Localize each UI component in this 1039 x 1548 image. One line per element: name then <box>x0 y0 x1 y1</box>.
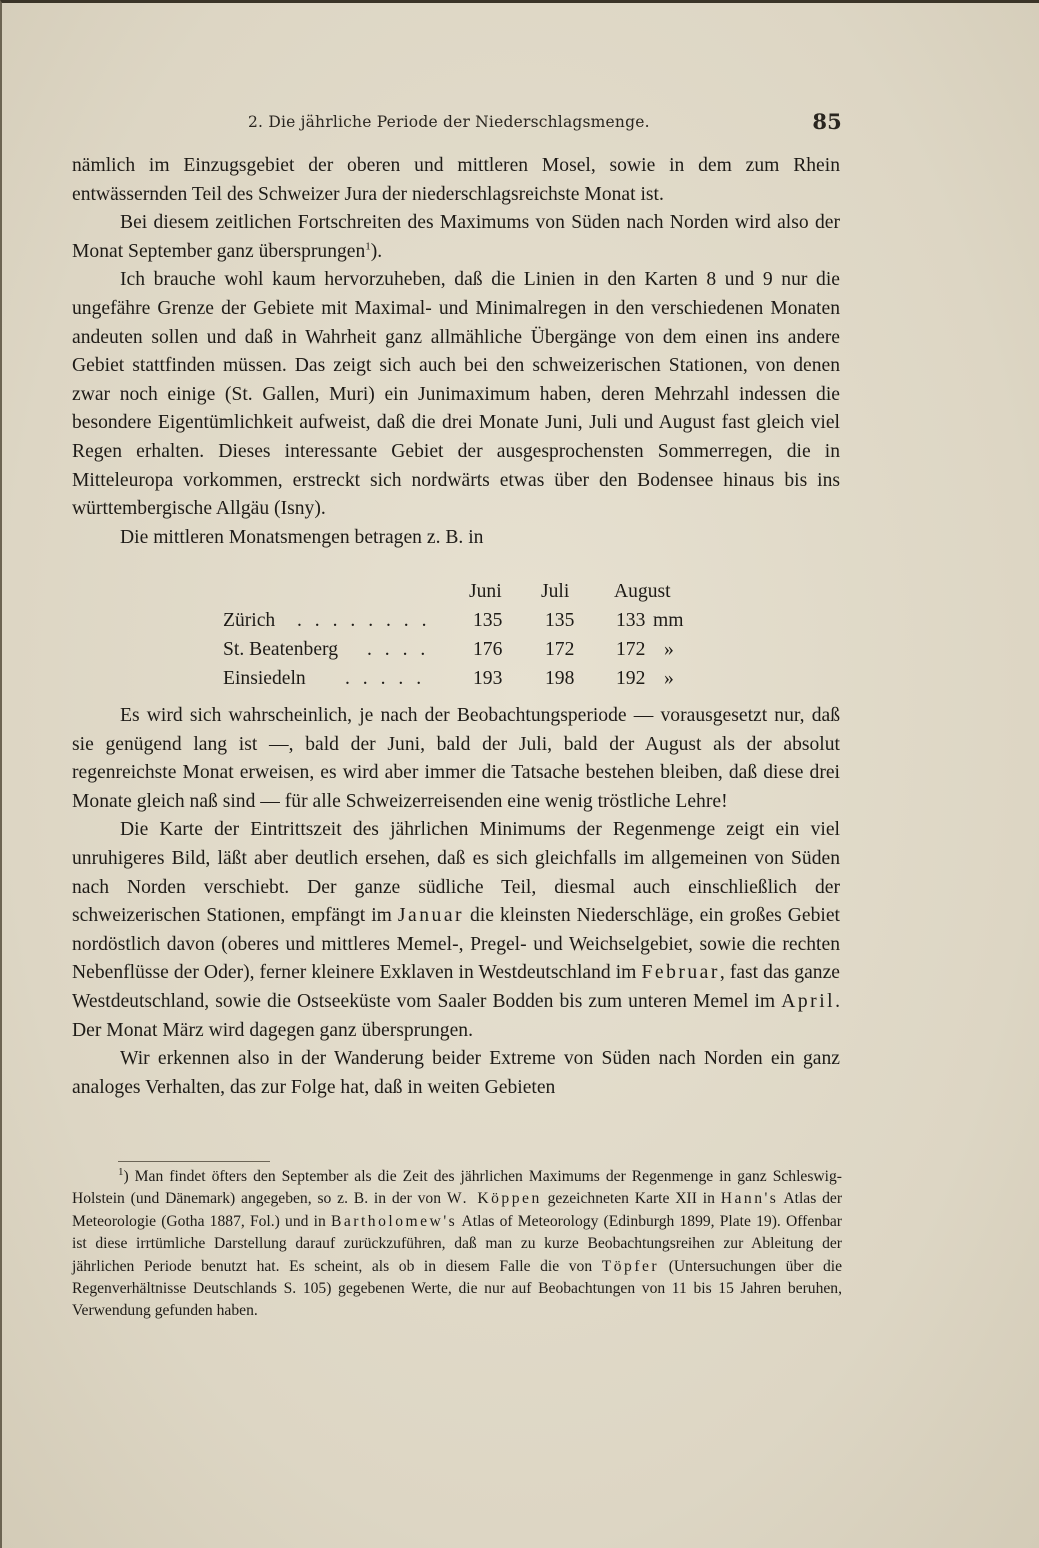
value-august: 133 <box>616 610 646 631</box>
value-juli: 198 <box>545 668 575 689</box>
value-juni: 193 <box>473 668 503 689</box>
footnote-text: (Untersuchungen über die Regenverhältnisse Deutschlands S. 105) gegebenen Werte, die nur auf Beobachtungen von 11 bis 15 Jahren beruhen, Verwendung gefunden haben. <box>72 1257 842 1320</box>
value-unit: mm <box>653 610 684 631</box>
value-august: 192 <box>616 668 646 689</box>
column-header-juni: Juni <box>469 581 502 602</box>
value-unit: » <box>664 639 674 660</box>
column-header-august: August <box>614 581 671 602</box>
paragraph-6-text-d: . Der Monat März wird dagegen ganz übersprungen. <box>72 990 840 1041</box>
leader-dots: . . . . . . . . <box>297 610 431 631</box>
table-row <box>223 668 693 697</box>
footnote-divider <box>118 1161 270 1162</box>
station-name: Einsiedeln <box>223 668 306 689</box>
paragraph-2 <box>72 209 840 266</box>
table-row <box>223 639 693 668</box>
author-hann: Hann's <box>720 1190 779 1208</box>
page-number: 85 <box>812 109 842 134</box>
month-januar: Januar <box>397 905 465 927</box>
footnote-reference: 1 <box>365 240 371 253</box>
month-april: April <box>781 990 836 1012</box>
paragraph-4: Die mittleren Monatsmengen betragen z. B. in <box>120 526 484 548</box>
running-header <box>248 109 842 135</box>
paragraph-6 <box>72 816 840 1045</box>
station-name: Zürich <box>223 610 276 631</box>
leader-dots: . . . . <box>367 639 430 660</box>
publisher-bartholomew: Bartholomew's <box>330 1212 458 1230</box>
paragraph-6-text-a: Die Karte der Eintrittszeit des jährlichen Minimums der Regenmenge zeigt ein viel unruhigeres Bild, läßt aber deutlich ersehen, daß es sich gleichfalls im allgemeinen von Süden nach Norden verschiebt. Der ganze südliche Teil, diesmal auch einschließlich der schweizerischen Stationen, empfängt im <box>72 819 840 927</box>
paragraph-6-text-b: die kleinsten Niederschläge, ein großes Gebiet nordöstlich davon (oberes und mittleres Memel-, Pregel- und Weichselgebiet, sowie die rechten Nebenflüsse der Oder), ferner kleinere Exklaven in Westdeutschland im <box>72 905 840 984</box>
paragraph-5: Es wird sich wahrscheinlich, je nach der Beobachtungsperiode — vorausgesetzt nur, daß sie genügend lang ist —, bald der Juni, bald der Juli, bald der August als der absolut regenreichste Monat erweisen, es wird aber immer die Tatsache bestehen bleiben, daß diese drei Monate gleich naß sind — für alle Schweizerreisenden eine wenig tröstliche Lehre! <box>72 705 840 812</box>
header-title: 2. Die jährliche Periode der Niederschlagsmenge. <box>248 113 650 131</box>
footnote-text: Atlas der Meteorologie (Gotha 1887, Fol.) und in <box>72 1190 843 1230</box>
column-header-juli: Juli <box>541 581 570 602</box>
footnote-text: gezeichneten Karte XII in <box>547 1190 715 1208</box>
paragraph-2-end: ). <box>370 240 383 262</box>
table-header-row <box>223 581 693 610</box>
paragraph-1: nämlich im Einzugsgebiet der oberen und mittleren Mosel, sowie in dem zum Rhein entwässernden Teil des Schweizer Jura der niederschlagsreichste Monat ist. <box>72 155 840 205</box>
footnote-marker: 1 <box>118 1165 124 1178</box>
paragraph-3: Ich brauche wohl kaum hervorzuheben, daß die Linien in den Karten 8 und 9 nur die ungefähre Grenze der Gebiete mit Maximal- und Minimalregen in den verschiedenen Monaten andeuten sollen und daß in Wahrheit ganz allmähliche Übergänge von dem einen ins andere Gebiet stattfinden müssen. Das zeigt sich auch bei den schweizerischen Stationen, von denen zwar noch einige (St. Gallen, Muri) ein Junimaximum haben, deren Mehrzahl indessen die besondere Eigentümlichkeit aufweist, daß die drei Monate Juni, Juli und August fast gleich viel Regen erhalten. Dieses interessante Gebiet der ausgesprochensten Sommerregen, die in Mitteleuropa vorkommen, erstreckt sich nordwärts etwas über den Bodensee hinaus bis ins württembergische Allgäu (Isny). <box>72 269 840 520</box>
footnote-text: ) Man findet öfters den September als die Zeit des jährlichen Maximums der Regenmenge in ganz Schleswig-Holstein (und Dänemark) angegeben, so z. B. in der von <box>72 1168 842 1208</box>
paragraph-7: Wir erkennen also in der Wanderung beider Extreme von Süden nach Norden ein ganz analoges Verhalten, das zur Folge hat, daß in weiten Gebieten <box>72 1048 840 1098</box>
station-name: St. Beatenberg <box>223 639 338 660</box>
footnote <box>72 1166 842 1323</box>
value-juli: 135 <box>545 610 575 631</box>
rainfall-table <box>223 581 693 697</box>
main-text-lower <box>72 702 840 1102</box>
table-row <box>223 610 693 639</box>
footnote-text: Atlas of Meteorology (Edinburgh 1899, Plate 19). Offenbar ist diese irrtümliche Darstellung darauf zurückzuführen, daß man zu kurze Beobachtungsreihen zur Ableitung der jährlichen Periode benutzt hat. Es scheint, als ob in diesem Falle die von <box>72 1212 842 1275</box>
main-text-upper <box>72 152 840 552</box>
leader-dots: . . . . . <box>345 668 426 689</box>
value-august: 172 <box>616 639 646 660</box>
value-unit: » <box>664 668 674 689</box>
value-juli: 172 <box>545 639 575 660</box>
author-toepfer: Töpfer <box>601 1257 660 1275</box>
paragraph-2-text: Bei diesem zeitlichen Fortschreiten des Maximums von Süden nach Norden wird also der Monat September ganz übersprungen <box>72 212 840 262</box>
value-juni: 135 <box>473 610 503 631</box>
month-februar: Februar <box>641 962 720 984</box>
footnote-paragraph <box>72 1166 842 1323</box>
author-koeppen: W. Köppen <box>446 1190 542 1208</box>
paragraph-6-text-c: , fast das ganze Westdeutschland, sowie die Ostseeküste vom Saaler Bodden bis zum unteren Memel im <box>72 962 840 1012</box>
value-juni: 176 <box>473 639 503 660</box>
